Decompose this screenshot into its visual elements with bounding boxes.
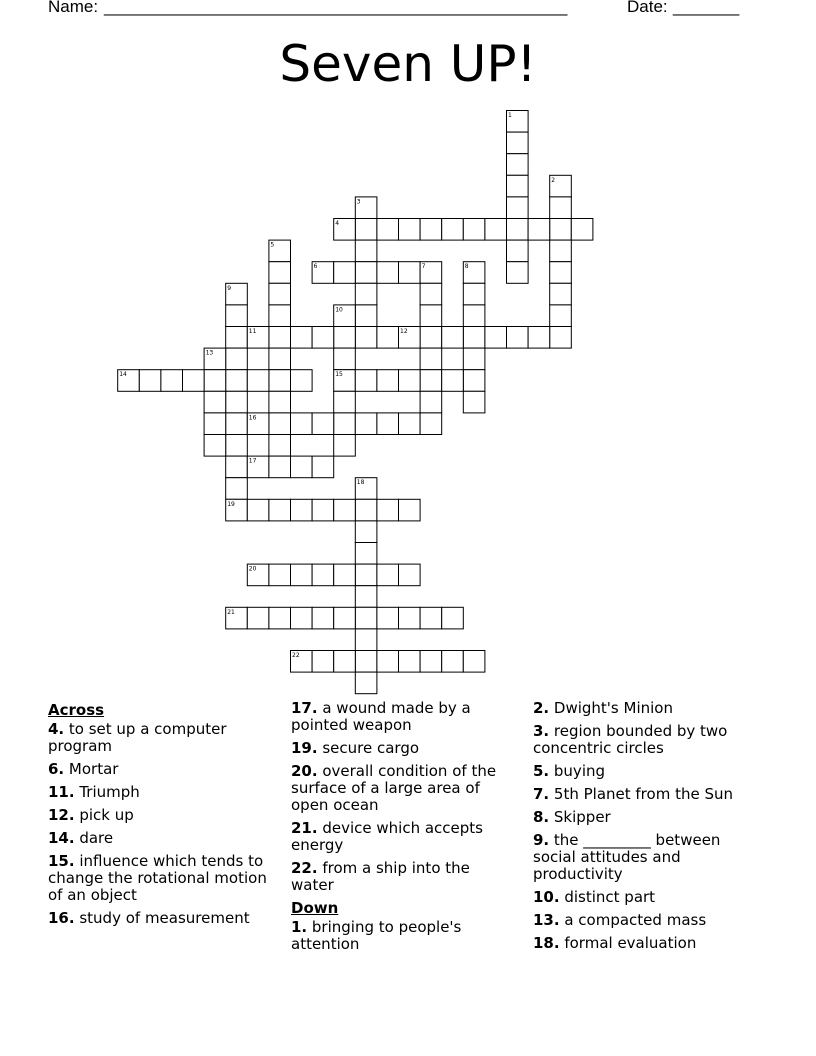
grid-cell[interactable]: [355, 629, 377, 651]
grid-cell[interactable]: [312, 456, 334, 478]
clue-number-label: 4: [335, 220, 340, 227]
clue-item: 21. device which accepts energy: [291, 819, 483, 854]
grid-cell[interactable]: [399, 262, 421, 284]
clue-item: 6. Mortar: [48, 760, 119, 778]
grid-cell[interactable]: [247, 370, 269, 392]
grid-cell[interactable]: [312, 327, 334, 349]
clue-number-label: 3: [356, 198, 361, 206]
grid-cell[interactable]: [550, 197, 572, 219]
grid-cell[interactable]: [420, 327, 442, 349]
grid-cell[interactable]: [420, 283, 442, 305]
grid-cell[interactable]: [269, 305, 291, 327]
grid-cell[interactable]: [334, 327, 356, 349]
clue-item: 13. a compacted mass: [533, 911, 707, 929]
grid-cell[interactable]: [377, 651, 399, 673]
grid-cell[interactable]: [420, 651, 442, 673]
grid-cell[interactable]: [312, 413, 334, 435]
grid-cell[interactable]: [312, 607, 334, 629]
grid-cell[interactable]: [183, 370, 205, 392]
grid-cell[interactable]: [226, 348, 248, 370]
grid-cell[interactable]: [420, 607, 442, 629]
clue-item: 17. a wound made by a pointed weapon: [291, 699, 471, 734]
grid-cell[interactable]: [442, 370, 464, 392]
clue-number-label: 22: [292, 652, 300, 659]
grid-cell[interactable]: [269, 456, 291, 478]
grid-cell[interactable]: [226, 456, 248, 478]
grid-cell[interactable]: [550, 305, 572, 327]
grid-cell[interactable]: [463, 391, 485, 413]
grid-cell[interactable]: [399, 607, 421, 629]
clue-number-label: 14: [119, 371, 127, 379]
down-heading: Down: [291, 899, 339, 917]
grid-cell[interactable]: [226, 413, 248, 435]
grid-cell[interactable]: [269, 607, 291, 629]
clue-number-label: 15: [335, 371, 343, 379]
grid-cell[interactable]: [528, 327, 550, 349]
puzzle-title: Seven UP!: [279, 35, 537, 93]
grid-cell[interactable]: [334, 435, 356, 457]
grid-cell[interactable]: [485, 327, 507, 349]
grid-cell[interactable]: [226, 327, 248, 349]
clue-item: 14. dare: [48, 829, 114, 847]
clue-number-label: 2: [551, 176, 556, 184]
grid-cell[interactable]: [312, 499, 334, 521]
clue-item: 5. buying: [533, 762, 606, 780]
grid-cell[interactable]: [269, 283, 291, 305]
grid-cell[interactable]: [355, 607, 377, 629]
grid-cell[interactable]: [420, 370, 442, 392]
grid-cell[interactable]: [247, 607, 269, 629]
grid-cell[interactable]: [355, 413, 377, 435]
grid-cell[interactable]: [399, 370, 421, 392]
clue-number-label: 18: [356, 479, 365, 487]
clue-item: 1. bringing to people's attention: [291, 918, 462, 953]
grid-cell[interactable]: [550, 327, 572, 349]
clue-item: 8. Skipper: [533, 808, 611, 826]
grid-cell[interactable]: [355, 305, 377, 327]
grid-cell[interactable]: [269, 391, 291, 413]
grid-cell[interactable]: [463, 327, 485, 349]
grid-cell[interactable]: [420, 348, 442, 370]
grid-cell[interactable]: [291, 413, 313, 435]
grid-cell[interactable]: [334, 564, 356, 586]
grid-cell[interactable]: [291, 564, 313, 586]
clue-number-label: 13: [205, 349, 214, 357]
grid-cell[interactable]: [247, 499, 269, 521]
grid-cell[interactable]: [507, 219, 529, 241]
grid-cell[interactable]: [463, 370, 485, 392]
grid-cell[interactable]: [334, 262, 356, 284]
grid-cell[interactable]: [226, 478, 248, 500]
grid-cell[interactable]: [355, 240, 377, 262]
grid-cell[interactable]: [269, 348, 291, 370]
grid-cell[interactable]: [463, 651, 485, 673]
grid-cell[interactable]: [355, 564, 377, 586]
grid-cell[interactable]: [204, 370, 226, 392]
grid-cell[interactable]: [420, 413, 442, 435]
grid-cell[interactable]: [463, 283, 485, 305]
clue-item: 19. secure cargo: [291, 739, 420, 757]
grid-cell[interactable]: [355, 262, 377, 284]
clue-number-label: 8: [464, 263, 469, 271]
grid-cell[interactable]: [355, 521, 377, 543]
grid-cell[interactable]: [377, 262, 399, 284]
grid-cell[interactable]: [442, 219, 464, 241]
grid-cell[interactable]: [291, 370, 313, 392]
grid-cell[interactable]: [161, 370, 183, 392]
grid-cell[interactable]: [377, 219, 399, 241]
grid-cell[interactable]: [334, 348, 356, 370]
grid-cell[interactable]: [507, 132, 529, 154]
grid-cell[interactable]: [355, 651, 377, 673]
clue-item: 2. Dwight's Minion: [533, 699, 673, 717]
clue-number-label: 7: [421, 263, 426, 271]
grid-cell[interactable]: [269, 435, 291, 457]
clue-number-label: 6: [313, 263, 318, 271]
grid-cell[interactable]: [312, 564, 334, 586]
grid-cell[interactable]: [507, 327, 529, 349]
grid-cell[interactable]: [355, 672, 377, 694]
clue-number-label: 11: [248, 328, 257, 335]
name-field-line[interactable]: _________________________________________________: [104, 0, 568, 16]
grid-cell[interactable]: [399, 499, 421, 521]
grid-cell[interactable]: [204, 413, 226, 435]
grid-cell[interactable]: [507, 262, 529, 284]
grid-cell[interactable]: [204, 435, 226, 457]
grid-cell[interactable]: [550, 262, 572, 284]
grid-cell[interactable]: [420, 305, 442, 327]
clue-item: 12. pick up: [48, 806, 134, 824]
grid-cell[interactable]: [355, 499, 377, 521]
grid-cell[interactable]: [550, 283, 572, 305]
grid-cell[interactable]: [399, 564, 421, 586]
date-label: Date:: [627, 0, 668, 16]
grid-cell[interactable]: [334, 413, 356, 435]
grid-cell[interactable]: [463, 348, 485, 370]
clue-item: 20. overall condition of the surface of a large area of open ocean: [291, 762, 497, 814]
grid-cell[interactable]: [291, 499, 313, 521]
grid-cell[interactable]: [399, 413, 421, 435]
name-label: Name:: [48, 0, 99, 16]
grid-cell[interactable]: [334, 651, 356, 673]
grid-cell[interactable]: [377, 327, 399, 349]
grid-cell[interactable]: [507, 240, 529, 262]
clue-number-label: 1: [508, 112, 512, 119]
grid-cell[interactable]: [226, 370, 248, 392]
clue-item: 4. to set up a computer program: [48, 720, 227, 755]
clue-column-2: [291, 700, 516, 959]
grid-cell[interactable]: [550, 240, 572, 262]
grid-cell[interactable]: [355, 327, 377, 349]
grid-cell[interactable]: [269, 370, 291, 392]
grid-cell[interactable]: [442, 651, 464, 673]
clue-number-label: 16: [248, 414, 257, 422]
grid-cell[interactable]: [355, 219, 377, 241]
clue-number-label: 17: [248, 457, 257, 465]
clue-column-1: [48, 700, 280, 933]
clue-item: 15. influence which tends to change the rotational motion of an object: [48, 852, 267, 904]
clue-number-label: 10: [335, 306, 343, 314]
grid-cell[interactable]: [269, 564, 291, 586]
grid-cell[interactable]: [463, 305, 485, 327]
date-field-line[interactable]: _______: [673, 0, 740, 16]
grid-cell[interactable]: [269, 327, 291, 349]
grid-cell[interactable]: [355, 543, 377, 565]
clue-item: 7. 5th Planet from the Sun: [533, 785, 733, 803]
across-heading: Across: [48, 701, 105, 719]
clue-number-label: 9: [227, 284, 232, 292]
grid-cell[interactable]: [463, 219, 485, 241]
grid-cell[interactable]: [312, 651, 334, 673]
grid-cell[interactable]: [377, 413, 399, 435]
grid-cell[interactable]: [355, 283, 377, 305]
grid-cell[interactable]: [507, 175, 529, 197]
grid-cell[interactable]: [399, 651, 421, 673]
grid-cell[interactable]: [420, 219, 442, 241]
grid-cell[interactable]: [291, 456, 313, 478]
clue-item: 16. study of measurement: [48, 909, 250, 927]
clue-column-3: [533, 700, 755, 958]
grid-cell[interactable]: [485, 219, 507, 241]
clue-item: 22. from a ship into the water: [291, 859, 470, 894]
grid-cell[interactable]: [269, 499, 291, 521]
grid-cell[interactable]: [442, 327, 464, 349]
grid-cell[interactable]: [334, 391, 356, 413]
grid-cell[interactable]: [139, 370, 161, 392]
clue-item: 3. region bounded by two concentric circles: [533, 722, 728, 757]
grid-cell[interactable]: [334, 499, 356, 521]
clue-item: 10. distinct part: [533, 888, 656, 906]
grid-cell[interactable]: [226, 435, 248, 457]
clue-number-label: 20: [248, 565, 257, 573]
grid-cell[interactable]: [269, 413, 291, 435]
clue-number-label: 12: [400, 328, 408, 335]
grid-cell[interactable]: [377, 370, 399, 392]
grid-cell[interactable]: [355, 586, 377, 608]
clue-number-label: 5: [270, 241, 275, 249]
grid-cell[interactable]: [442, 607, 464, 629]
grid-cell[interactable]: [507, 197, 529, 219]
clue-item: 9. the _________ between social attitudes and productivity: [533, 831, 721, 883]
grid-cell[interactable]: [420, 391, 442, 413]
clue-number-label: 21: [227, 608, 235, 616]
grid-cell[interactable]: [399, 219, 421, 241]
grid-cell[interactable]: [377, 607, 399, 629]
grid-cell[interactable]: [550, 219, 572, 241]
grid-cell[interactable]: [204, 391, 226, 413]
grid-cell[interactable]: [377, 564, 399, 586]
grid-cell[interactable]: [226, 391, 248, 413]
grid-cell[interactable]: [355, 370, 377, 392]
grid-cell[interactable]: [334, 607, 356, 629]
clue-item: 11. Triumph: [48, 783, 140, 801]
grid-cell[interactable]: [528, 219, 550, 241]
grid-cell[interactable]: [226, 305, 248, 327]
clue-item: 18. formal evaluation: [533, 934, 697, 952]
grid-cell[interactable]: [377, 499, 399, 521]
grid-cell[interactable]: [571, 219, 593, 241]
grid-cell[interactable]: [291, 327, 313, 349]
grid-cell[interactable]: [507, 154, 529, 176]
clue-number-label: 19: [227, 500, 235, 508]
grid-cell[interactable]: [291, 607, 313, 629]
grid-cell[interactable]: [269, 262, 291, 284]
